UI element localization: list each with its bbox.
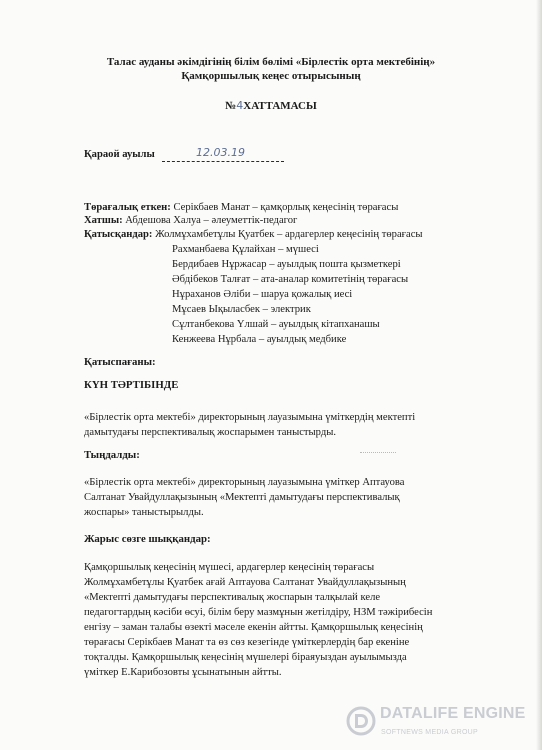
heard-title: Тыңдалды: <box>84 449 140 461</box>
speakers-line: төрағасы Серікбаев Манат та өз сөз кезегінде үміткерлердің бар екеніне <box>84 637 410 648</box>
speakers-line: «Мектепті дамытудағы перспективалық жоспарын талқылай келе <box>84 592 381 603</box>
absent-label: Қатыспағаны: <box>84 356 156 368</box>
speakers-line: үміткер Е.Карибозовты ұсынатынын айтты. <box>84 667 282 678</box>
watermark <box>346 704 536 738</box>
village-label: Қараой ауылы <box>84 149 155 160</box>
participant-first: Жолмұхамбетұлы Қуатбек – ардагерлер кеңесінің төрағасы <box>152 229 423 240</box>
speakers-line: Жолмұхамбетұлы Қуатбек ағай Аптауова Салтанат Увайдуллақызының <box>84 577 406 588</box>
date-handwritten: 12.03.19 <box>196 146 245 159</box>
protocol-number-handwritten: 4 <box>236 99 244 112</box>
agenda-line-1: «Бірлестік орта мектебі» директорының лауазымына үміткердің мектепті <box>84 412 416 423</box>
heard-line-2: Салтанат Увайдуллақызының «Мектепті дамытудағы перспективалық <box>84 492 400 503</box>
chair-label: Төрағалық еткен: <box>84 202 171 213</box>
header-org-line: Талас ауданы әкімдігінің білім бөлімі «Бірлестік орта мектебінің» <box>106 56 436 68</box>
speakers-line: педагогтардың кәсіби өсуі, білім беру мазмұнын жетілдіру, НЗМ тәжірибесін <box>84 607 433 618</box>
protocol-title-word: ХАТТАМАСЫ <box>243 100 317 112</box>
protocol-title <box>0 99 542 114</box>
participant-item: Әбдібеков Талғат – ата-аналар комитетінің төрағасы <box>172 274 409 285</box>
faint-pencil-mark <box>360 452 396 457</box>
participant-item: Мұсаев Ықыласбек – электрик <box>172 304 311 315</box>
secretary-line <box>84 214 297 228</box>
chair-value: Серікбаев Манат – қамқорлық кеңесінің төрағасы <box>170 202 399 213</box>
participants-line <box>84 228 423 242</box>
speakers-title: Жарыс сөзге шыққандар: <box>84 533 211 545</box>
heard-line-3: жоспары» таныстырылды. <box>84 507 204 518</box>
agenda-title: КҮН ТӘРТІБІНДЕ <box>84 379 179 391</box>
participant-item: Сұлтанбекова Үлшай – ауылдық кітапханашы <box>172 319 380 330</box>
participant-item: Бердибаев Нұржасар – ауылдық пошта қызметкері <box>172 259 401 270</box>
speakers-line: енгізу – заман талабы өзекті мәселе екенін айтты. Қамқоршылық кеңесінің <box>84 622 423 633</box>
watermark-subtitle: SOFTNEWS MEDIA GROUP <box>381 729 479 736</box>
heard-line-1: «Бірлестік орта мектебі» директорының лауазымына үміткер Аптауова <box>84 477 405 488</box>
participant-item: Нұраханов Әліби – шаруа қожалық иесі <box>172 289 353 300</box>
chair-line <box>84 201 398 215</box>
participant-item: Рахманбаева Құлайхан – мүшесі <box>172 244 319 255</box>
agenda-line-2: дамытудағы перспективалық жоспарымен таныстырды. <box>84 427 336 438</box>
secretary-label: Хатшы: <box>84 215 123 226</box>
datalife-logo-icon <box>346 706 376 736</box>
speakers-line: тоқталды. Қамқоршылық кеңесінің мүшелері біраяуыздан ауылымызда <box>84 652 407 663</box>
header-council-line: Қамқоршылық кеңес отырысының <box>181 70 361 82</box>
participants-label: Қатысқандар: <box>84 229 153 240</box>
participant-item: Кенжеева Нұрбала – ауылдық медбике <box>172 334 347 345</box>
scan-edge-shadow <box>536 0 542 750</box>
secretary-value: Абдешова Халуа – әлеуметтік-педагог <box>122 215 298 226</box>
protocol-number-sign: № <box>225 100 237 112</box>
watermark-brand: DATALIFE ENGINE <box>380 705 526 722</box>
speakers-line: Қамқоршылық кеңесінің мүшесі, ардагерлер кеңесінің төрағасы <box>84 562 375 573</box>
